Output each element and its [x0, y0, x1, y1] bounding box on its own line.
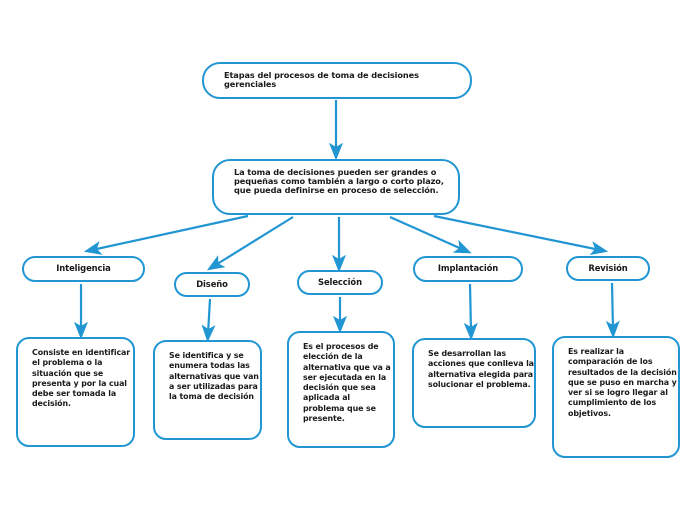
stage-detail-text: Es realizar la comparación de los resultados de la decisión que se puso en marcha y ver si se logro llegar al cumplimiento de los objetivos. — [568, 347, 677, 418]
edge-central-to-implantacion — [390, 217, 464, 250]
stage-label-revision[interactable] — [566, 256, 650, 281]
central-node-label: La toma de decisiones pueden ser grandes o pequeñas como también a largo o corto plazo, que pueda definirse en proceso de selección. — [234, 167, 444, 196]
stage-detail-diseno[interactable] — [153, 340, 262, 440]
root-node[interactable] — [202, 62, 472, 99]
stage-label-text: Revisión — [588, 262, 628, 273]
central-node[interactable] — [212, 159, 460, 215]
stage-label-diseno[interactable] — [174, 272, 250, 297]
edge-revision-to-detail — [612, 283, 613, 330]
stage-label-text: Diseño — [196, 278, 228, 289]
edge-diseno-to-detail — [208, 299, 210, 334]
stage-detail-seleccion[interactable] — [287, 331, 395, 448]
stage-label-text: Implantación — [437, 263, 499, 274]
edge-central-to-inteligencia — [92, 216, 248, 250]
stage-label-inteligencia[interactable] — [22, 256, 145, 282]
stage-label-seleccion[interactable] — [297, 270, 383, 295]
stage-detail-implantacion[interactable] — [412, 338, 536, 428]
root-node-label: Etapas del procesos de toma de decisiones gerenciales — [224, 70, 419, 90]
stage-detail-text: Se desarrollan las acciones que conlleva la alternativa elegida para solucionar el problema. — [428, 349, 534, 389]
stage-label-implantacion[interactable] — [413, 256, 523, 282]
edge-central-to-diseno — [214, 217, 293, 266]
stage-label-text: Selección — [318, 276, 362, 287]
edge-central-to-revision — [434, 216, 600, 250]
stage-label-text: Inteligencia — [56, 263, 111, 274]
stage-detail-text: Se identifica y se enumera todas las alternativas que van a ser utilizadas para la toma de decisión — [169, 351, 259, 402]
stage-detail-text: Es el procesos de elección de la alternativa que va a ser ejecutada en la decisión que sea aplicada al problema que se presente. — [303, 342, 391, 423]
edge-implantacion-to-detail — [470, 284, 471, 332]
stage-detail-text: Consiste en identificar el problema o la situación que se presenta y por la cual debe ser tomada la decisión. — [32, 348, 131, 409]
stage-detail-inteligencia[interactable] — [16, 337, 135, 447]
stage-detail-revision[interactable] — [552, 336, 680, 458]
